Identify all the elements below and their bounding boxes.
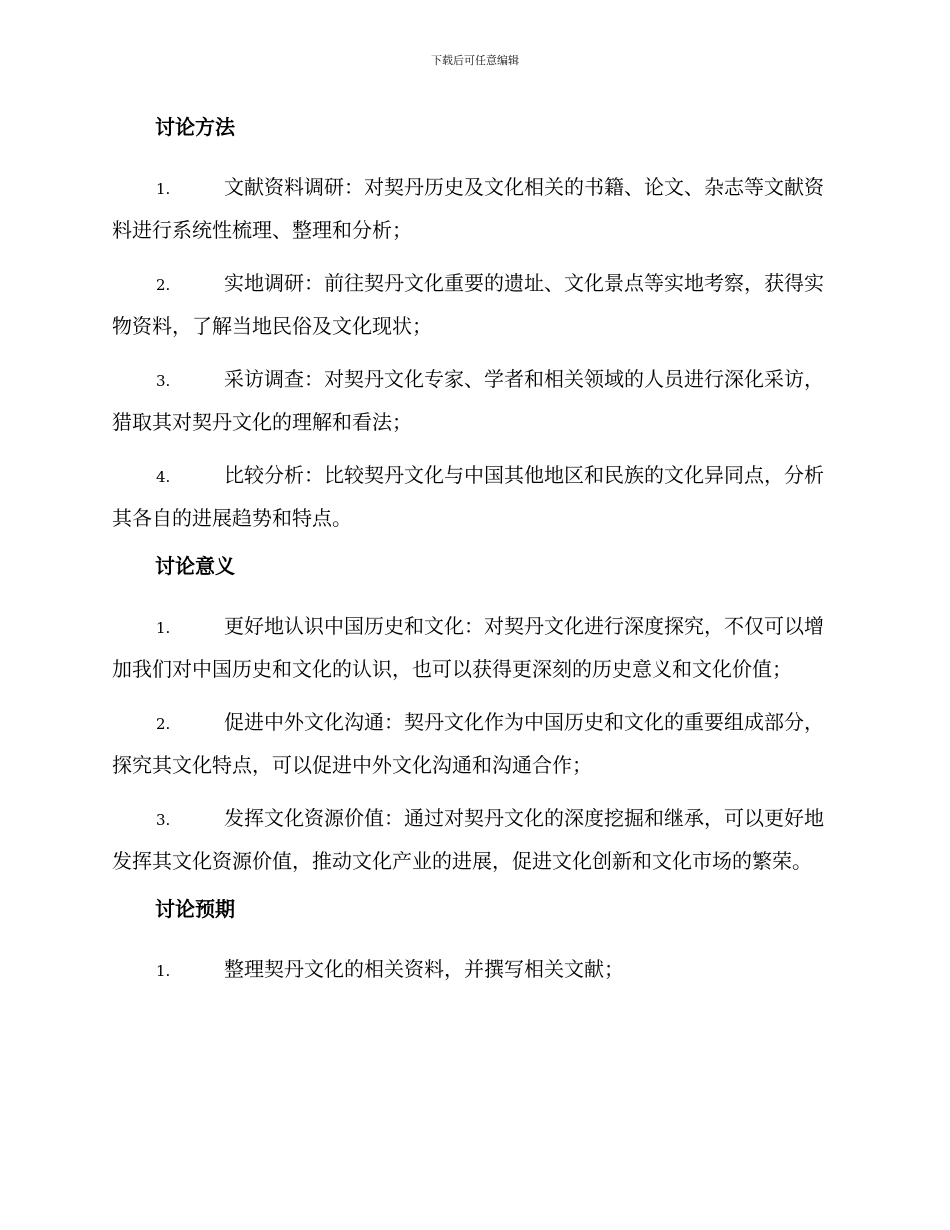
list-item-number: 1. (156, 962, 171, 980)
list-item-number: 1. (156, 619, 171, 637)
list-item (112, 167, 834, 251)
list-item-number: 3. (156, 811, 171, 829)
list-item-number: 2. (156, 715, 171, 733)
section-research-significance (112, 551, 834, 882)
section-research-expectations (112, 894, 834, 992)
list-item (112, 702, 834, 786)
list-item-text: 促进中外文化沟通：契丹文化作为中国历史和文化的重要组成部分，探究其文化特点，可以促进中外文化沟通和沟通合作； (112, 710, 824, 777)
list-item-text: 采访调查：对契丹文化专家、学者和相关领域的人员进行深化采访，猎取其对契丹文化的理解和看法； (112, 367, 824, 434)
list-item (112, 606, 834, 690)
list-item-text: 更好地认识中国历史和文化：对契丹文化进行深度探究，不仅可以增加我们对中国历史和文化的认识，也可以获得更深刻的历史意义和文化价值； (112, 614, 824, 681)
section-research-methods (112, 112, 834, 539)
section-title: 讨论预期 (155, 897, 235, 921)
list-item-number: 2. (156, 276, 171, 294)
list-item-text: 实地调研：前往契丹文化重要的遗址、文化景点等实地考察，获得实物资料，了解当地民俗及文化现状； (112, 271, 824, 338)
section-title: 讨论意义 (155, 554, 235, 578)
list-item-number: 3. (156, 372, 171, 390)
header-note: 下载后可任意编辑 (431, 54, 519, 67)
list-item-number: 4. (156, 468, 171, 486)
list-item-number: 1. (156, 180, 171, 198)
document-content (112, 112, 834, 1004)
list-item-text: 整理契丹文化的相关资料，并撰写相关文献； (224, 957, 624, 981)
list-item (112, 359, 834, 443)
list-item (112, 949, 834, 992)
list-item-text: 文献资料调研：对契丹历史及文化相关的书籍、论文、杂志等文献资料进行系统性梳理、整理和分析； (112, 175, 824, 242)
list-item-text: 比较分析：比较契丹文化与中国其他地区和民族的文化异同点，分析其各自的进展趋势和特点。 (112, 463, 824, 530)
list-item (112, 798, 834, 882)
list-item (112, 263, 834, 347)
list-item (112, 455, 834, 539)
section-title: 讨论方法 (155, 115, 235, 139)
list-item-text: 发挥文化资源价值：通过对契丹文化的深度挖掘和继承，可以更好地发挥其文化资源价值，推动文化产业的进展，促进文化创新和文化市场的繁荣。 (112, 806, 824, 873)
